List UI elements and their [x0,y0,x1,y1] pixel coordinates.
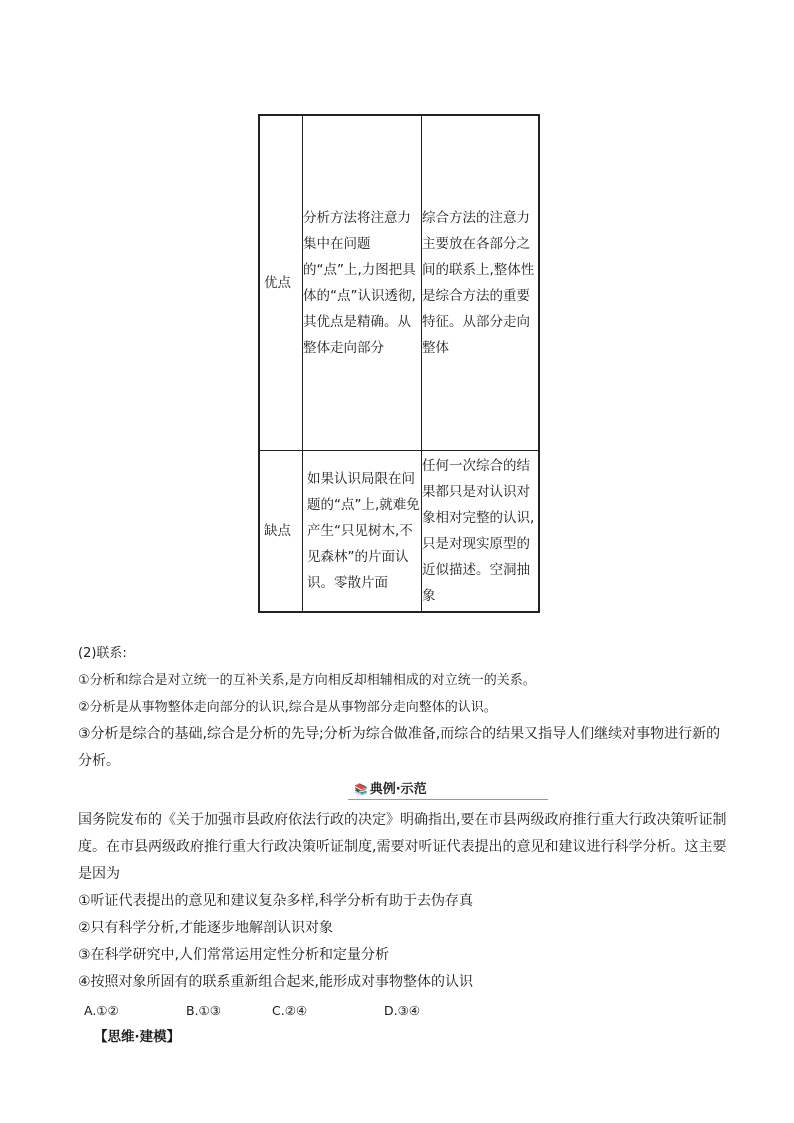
analysis-advantages: 分析方法将注意力集中在问题的“点”上,力图把具体的“点”认识透彻,其优点是精确。从整体走向部分 [303,115,422,451]
section-header [78,780,728,802]
section-title: 典例·示范 [369,782,427,797]
row-label-advantages: 优点 [259,115,303,451]
option-c[interactable]: C.②④ [272,1003,308,1018]
comparison-table [258,114,540,613]
synthesis-advantages: 综合方法的注意力主要放在各部分之间的联系上,整体性是综合方法的重要特征。从部分走向整体 [422,115,540,451]
book-icon: 📚 [354,783,368,796]
relation-point-1: ①分析和综合是对立统一的互补关系,是方向相反却相辅相成的对立统一的关系。 [78,673,536,688]
statement-4: ④按照对象所固有的联系重新组合起来,能形成对事物整体的认识 [78,974,473,990]
question-stem: 国务院发布的《关于加强市县政府依法行政的决定》明确指出,要在市县两级政府推行重大行政决策听证制度。在市县两级政府推行重大行政决策听证制度,需要对听证代表提出的意见和建议进行科学分析。这主要是因为 [78,812,727,882]
relation-point-3: ③分析是综合的基础,综合是分析的先导;分析为综合做准备,而综合的结果又指导人们继续对事物进行新的分析。 [78,726,721,769]
option-d[interactable]: D.③④ [384,1003,421,1018]
table-row-disadvantages [259,451,539,613]
model-heading: 【思维·建模】 [94,1029,181,1045]
option-b[interactable]: B.①③ [186,1003,221,1018]
synthesis-disadvantages: 任何一次综合的结果都只是对认识对象相对完整的认识,只是对现实原型的近似描述。空洞抽象 [422,451,540,613]
row-label-disadvantages: 缺点 [259,451,303,613]
relation-heading: (2)联系: [78,646,127,661]
option-a[interactable]: A.①② [84,1003,119,1018]
statement-2: ②只有科学分析,才能逐步地解剖认识对象 [78,920,333,936]
relation-point-2: ②分析是从事物整体走向部分的认识,综合是从事物部分走向整体的认识。 [78,700,497,715]
statement-3: ③在科学研究中,人们常常运用定性分析和定量分析 [78,947,389,963]
analysis-disadvantages: 如果认识局限在问题的“点”上,就难免产生“只见树木,不见森林”的片面认识。零散片面 [303,451,422,613]
statement-1: ①听证代表提出的意见和建议复杂多样,科学分析有助于去伪存真 [78,893,473,909]
table-row-advantages [259,115,539,451]
